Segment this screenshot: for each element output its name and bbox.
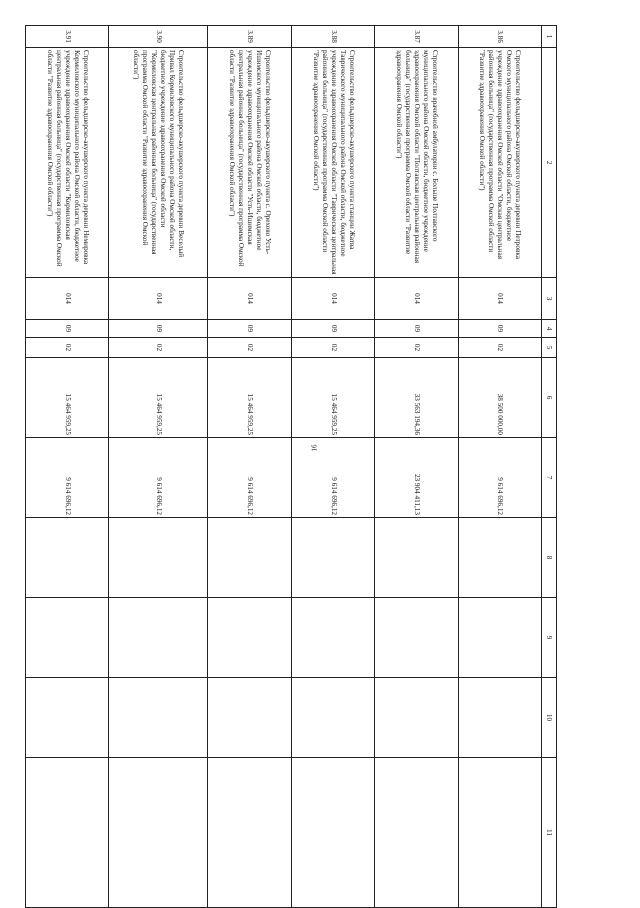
row-description: Строительство фельдшерско-акушерского пункта деревни Немировка Кормиловского муниципального района Омской области, бюджетное учреждение здравоохранения Омской области "Кормиловская центральная районная больница" (государственная программа Омской области "Развитие здравоохранения Омской области") <box>26 48 109 278</box>
cell-amount-7: 9 614 696,12 <box>458 438 541 518</box>
cell-code-4: 09 <box>109 320 208 338</box>
column-header: 2 <box>542 48 557 278</box>
cell-8 <box>26 518 109 598</box>
cell-amount-6: 38 500 000,00 <box>458 358 541 438</box>
cell-9 <box>458 598 541 678</box>
row-number: 3.91 <box>26 26 109 48</box>
column-header: 1 <box>542 26 557 48</box>
column-header: 7 <box>542 438 557 518</box>
cell-11 <box>291 758 374 908</box>
rotated-table-wrapper <box>25 25 557 887</box>
cell-8 <box>208 518 291 598</box>
cell-8 <box>458 518 541 598</box>
cell-amount-6: 15 464 959,25 <box>26 358 109 438</box>
cell-10 <box>26 678 109 758</box>
cell-code-4: 09 <box>26 320 109 338</box>
cell-code-5: 02 <box>458 338 541 358</box>
cell-11 <box>26 758 109 908</box>
column-header: 8 <box>542 518 557 598</box>
cell-code-3: 014 <box>208 278 291 320</box>
row-number: 3.87 <box>375 26 458 48</box>
column-header: 6 <box>542 358 557 438</box>
cell-amount-7: 9 614 696,12 <box>208 438 291 518</box>
cell-amount-6: 15 464 959,25 <box>109 358 208 438</box>
cell-11 <box>109 758 208 908</box>
cell-code-5: 02 <box>109 338 208 358</box>
cell-amount-7: 23 904 411,13 <box>375 438 458 518</box>
cell-code-4: 09 <box>208 320 291 338</box>
column-header: 4 <box>542 320 557 338</box>
cell-11 <box>375 758 458 908</box>
cell-8 <box>375 518 458 598</box>
table-row <box>375 26 458 908</box>
table-row <box>26 26 109 908</box>
row-description: Строительство врачебной амбулатории с. Больше Полтавского муниципального района Омской области, бюджетное учреждение здравоохранения Омской области "Полтавская центральная районная больница" (государственная программа Омской области "Развитие здравоохранения Омской области") <box>375 48 458 278</box>
cell-code-5: 02 <box>375 338 458 358</box>
cell-code-5: 02 <box>26 338 109 358</box>
page-number: 16 <box>310 444 319 452</box>
row-description: Строительство фельдшерско-акушерского пункта с. Орехово Усть-Ишимского муниципального района Омской области, бюджетное учреждение здравоохранения Омской области "Усть-Ишимская центральная районная больница" (государственная программа Омской области "Развитие здравоохранения Омской области") <box>208 48 291 278</box>
row-description: Строительство фельдшерско-акушерского пункта станции Жатва Таврического муниципального района Омской области, бюджетное учреждение здравоохранения Омской области "Таврическая центральная районная больница" (государственная программа Омской области "Развитие здравоохранения Омской области") <box>291 48 374 278</box>
cell-amount-7: 9 614 696,12 <box>109 438 208 518</box>
cell-code-4: 09 <box>458 320 541 338</box>
row-number: 3.89 <box>208 26 291 48</box>
table-row <box>291 26 374 908</box>
column-header: 10 <box>542 678 557 758</box>
cell-code-3: 014 <box>109 278 208 320</box>
cell-code-3: 014 <box>458 278 541 320</box>
cell-code-3: 014 <box>26 278 109 320</box>
table-row <box>109 26 208 908</box>
cell-9 <box>375 598 458 678</box>
table-row <box>458 26 541 908</box>
cell-amount-7: 9 614 696,12 <box>26 438 109 518</box>
row-description: Строительство фельдшерско-акушерского пункта деревни Веселый Привал Кормиловского муниципального района Омской области, бюджетное учреждение здравоохранения Омской области "Кормиловская центральная районная больница" (государственная программа Омской области "Развитие здравоохранения Омской области") <box>109 48 208 278</box>
cell-code-5: 02 <box>208 338 291 358</box>
cell-code-5: 02 <box>291 338 374 358</box>
cell-code-3: 014 <box>375 278 458 320</box>
cell-8 <box>291 518 374 598</box>
cell-8 <box>109 518 208 598</box>
cell-10 <box>458 678 541 758</box>
cell-10 <box>291 678 374 758</box>
cell-code-3: 014 <box>291 278 374 320</box>
column-header: 5 <box>542 338 557 358</box>
cell-amount-6: 15 464 959,25 <box>208 358 291 438</box>
cell-9 <box>109 598 208 678</box>
column-header: 11 <box>542 758 557 908</box>
cell-amount-6: 15 464 959,25 <box>291 358 374 438</box>
cell-code-4: 09 <box>375 320 458 338</box>
cell-amount-6: 33 563 194,36 <box>375 358 458 438</box>
cell-10 <box>208 678 291 758</box>
row-number: 3.86 <box>458 26 541 48</box>
cell-10 <box>109 678 208 758</box>
row-description: Строительство фельдшерско-акушерского пункта деревни Петровка Омского муниципального района Омской области, бюджетное учреждение здравоохранения Омской области "Омская центральная районная больница" (государственная программа Омской области "Развитие здравоохранения Омской области") <box>458 48 541 278</box>
budget-table <box>25 25 557 908</box>
cell-code-4: 09 <box>291 320 374 338</box>
column-header: 3 <box>542 278 557 320</box>
row-number: 3.88 <box>291 26 374 48</box>
cell-11 <box>208 758 291 908</box>
cell-9 <box>26 598 109 678</box>
row-number: 3.90 <box>109 26 208 48</box>
cell-11 <box>458 758 541 908</box>
cell-9 <box>208 598 291 678</box>
column-header: 9 <box>542 598 557 678</box>
table-row <box>208 26 291 908</box>
cell-amount-7: 9 614 696,12 <box>291 438 374 518</box>
cell-10 <box>375 678 458 758</box>
cell-9 <box>291 598 374 678</box>
column-number-row <box>542 26 557 908</box>
